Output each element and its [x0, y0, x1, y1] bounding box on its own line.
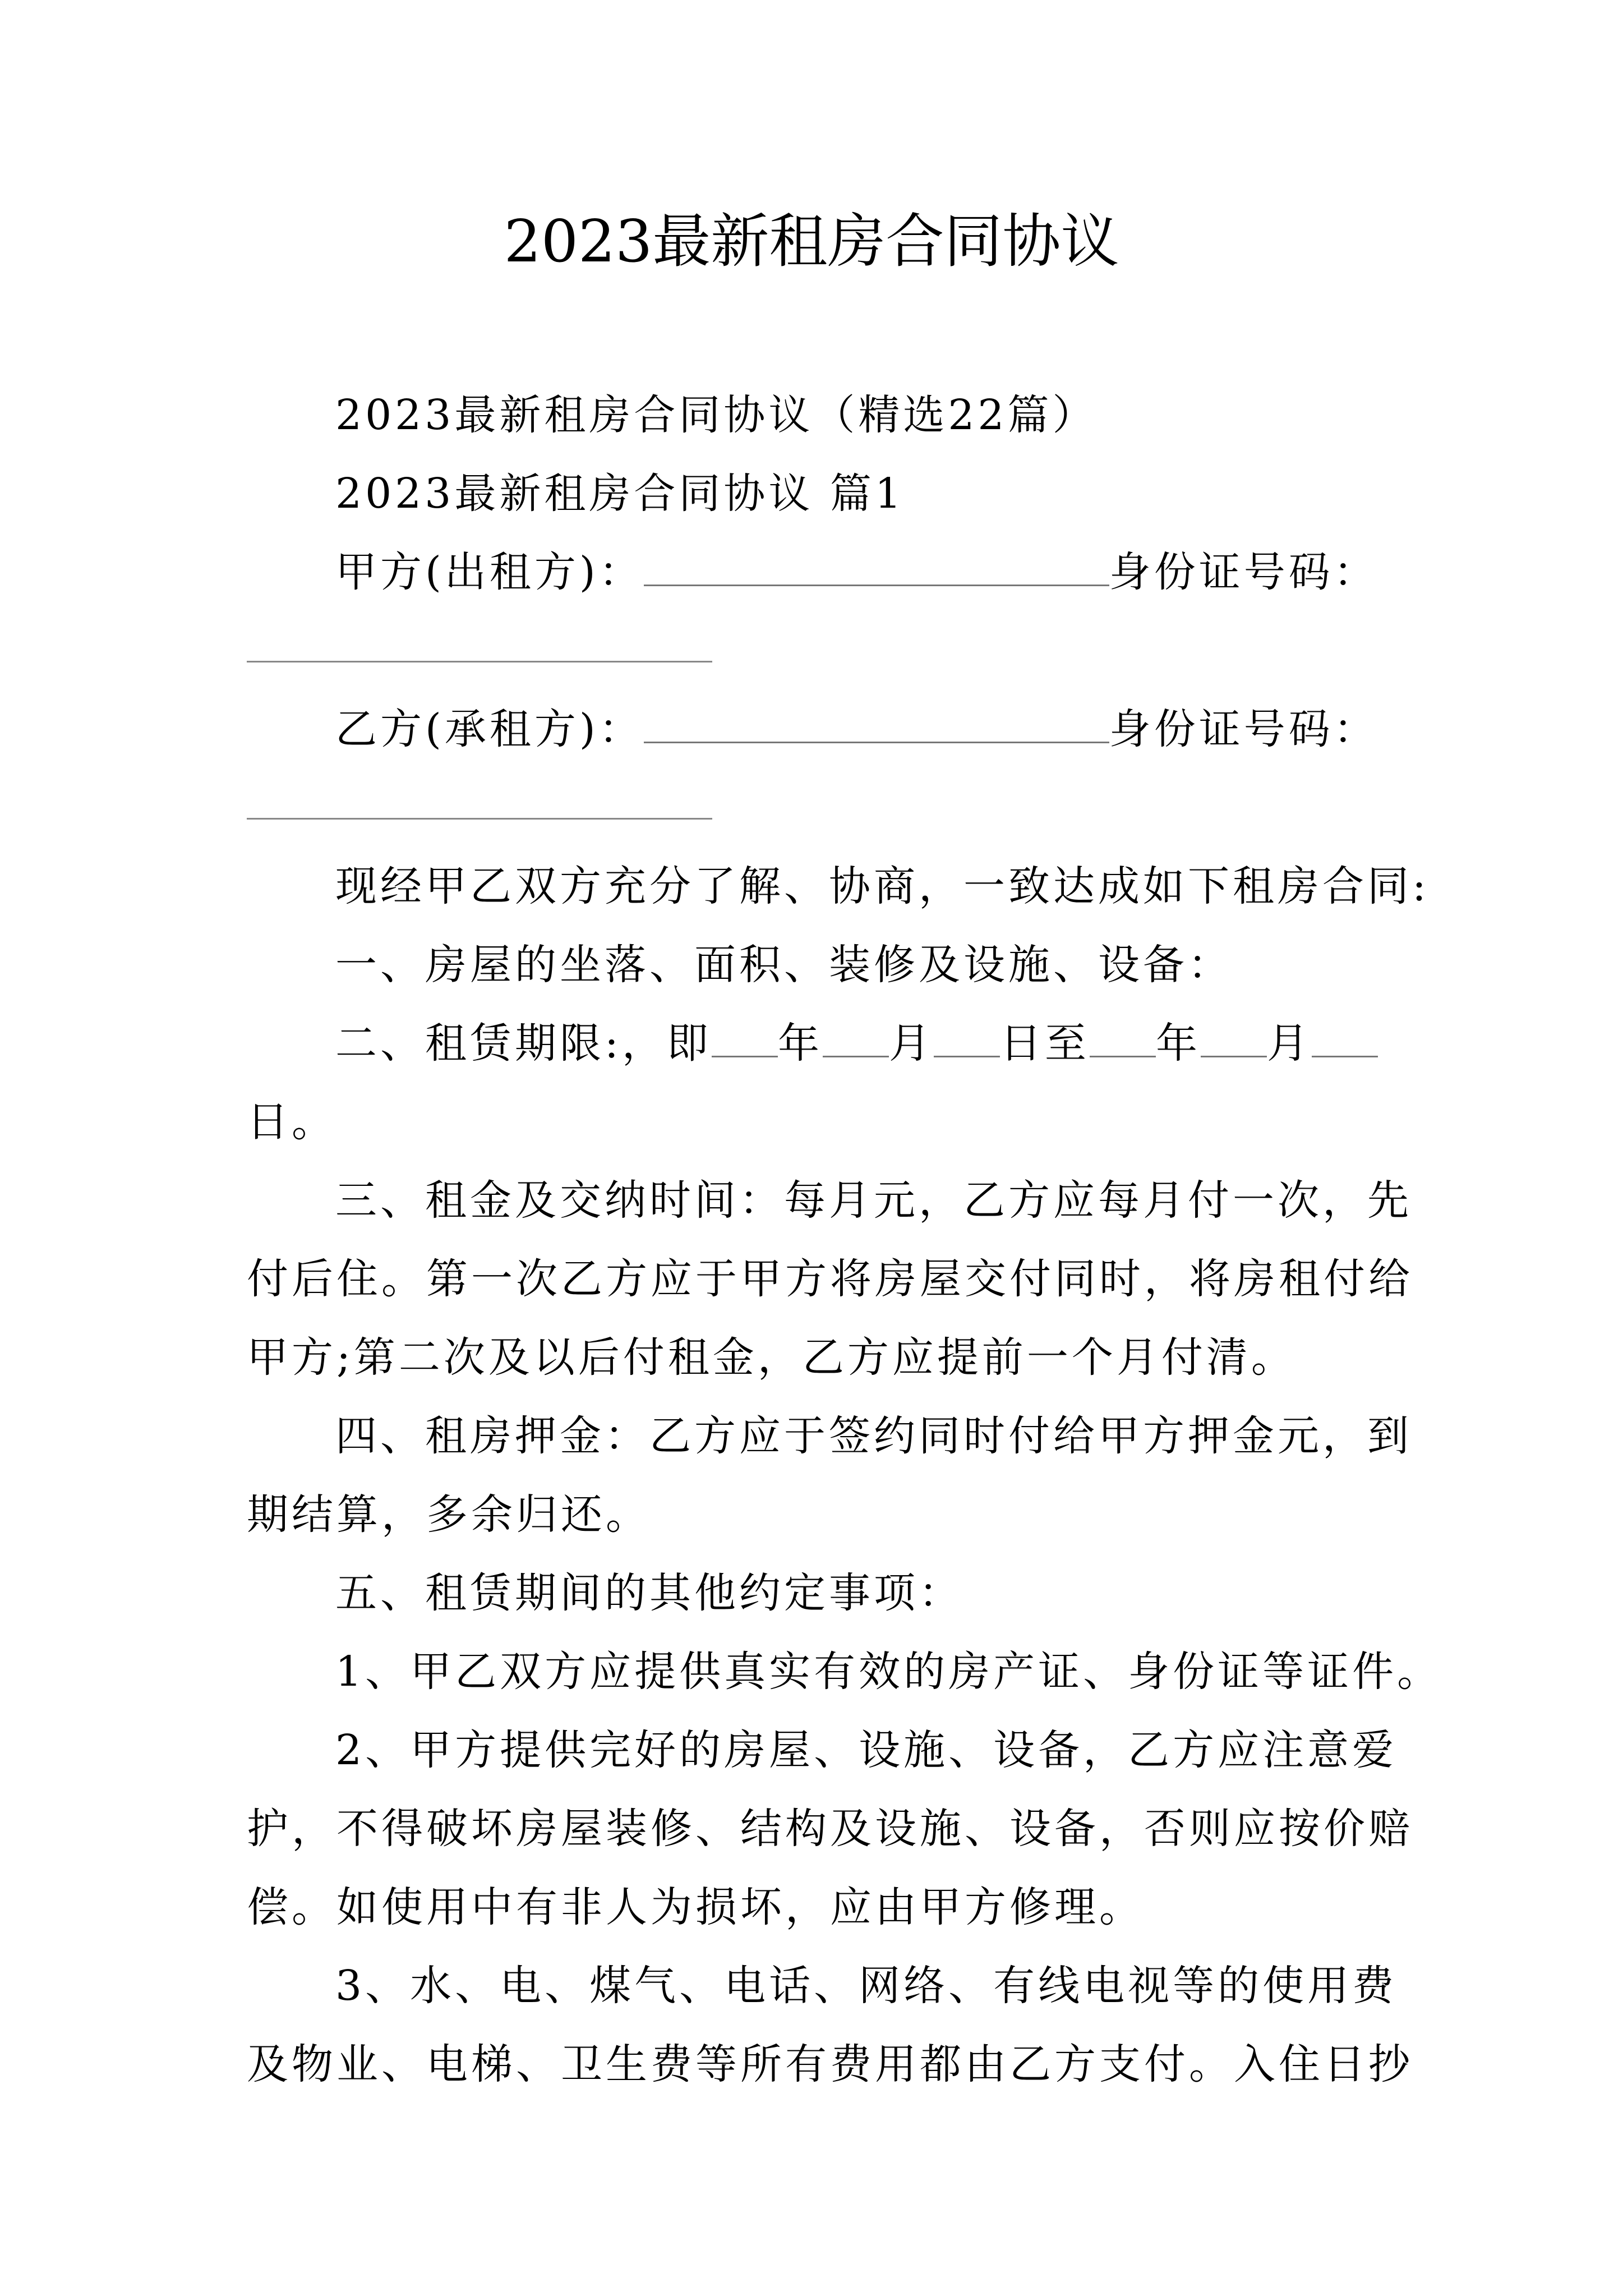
- party-b-label: 乙方(承租方)：: [335, 705, 644, 753]
- start-month-label: 月: [888, 1019, 934, 1068]
- clause-3-line-1: 三、租金及交纳时间：每月元，乙方应每月付一次，先: [335, 1176, 1412, 1225]
- intro-paragraph: 现经甲乙双方充分了解、协商，一致达成如下租房合同:: [335, 862, 1430, 910]
- page-title: 2023最新租房合同协议: [504, 207, 1119, 275]
- end-month-label: 月: [1266, 1019, 1312, 1068]
- clause-4-line-1: 四、租房押金：乙方应于签约同时付给甲方押金元，到: [335, 1412, 1412, 1460]
- item-1: 1、甲乙双方应提供真实有效的房产证、身份证等证件。: [335, 1648, 1442, 1696]
- day-to-label: 日至: [999, 1019, 1090, 1068]
- party-b-id-label: 身份证号码：: [1109, 705, 1378, 753]
- party-b-id-blank: [247, 818, 712, 820]
- start-month-blank: [823, 1015, 889, 1057]
- end-month-blank: [1201, 1015, 1267, 1057]
- party-a-id-blank: [247, 661, 712, 662]
- party-b-line: [335, 701, 1378, 757]
- clause-3-line-2: 付后住。第一次乙方应于甲方将房屋交付同时，将房租付给: [247, 1255, 1413, 1303]
- document-subtitle: 2023最新租房合同协议（精选22篇）: [335, 391, 1098, 439]
- clause-2-end: 日。: [247, 1098, 336, 1146]
- start-year-label: 年: [777, 1019, 823, 1068]
- party-a-name-blank: [644, 544, 1109, 586]
- clause-2: [335, 1015, 1378, 1071]
- item-2-line-2: 护，不得破坏房屋装修、结构及设施、设备，否则应按价赔: [247, 1805, 1413, 1853]
- clause-1: 一、房屋的坐落、面积、装修及设施、设备：: [335, 941, 1233, 989]
- item-2-line-1: 2、甲方提供完好的房屋、设施、设备，乙方应注意爱: [335, 1726, 1398, 1774]
- party-a-line: [335, 544, 1378, 600]
- party-a-label: 甲方(出租方)：: [335, 548, 644, 596]
- item-3-line-2: 及物业、电梯、卫生费等所有费用都由乙方支付。入住日抄: [247, 2040, 1413, 2088]
- start-day-blank: [934, 1015, 1000, 1057]
- clause-2-prefix: 二、租赁期限:，即: [335, 1019, 712, 1068]
- end-day-blank: [1312, 1015, 1378, 1057]
- section-heading: 2023最新租房合同协议 篇1: [335, 470, 905, 518]
- clause-3-line-3: 甲方;第二次及以后付租金，乙方应提前一个月付清。: [247, 1333, 1296, 1382]
- end-year-label: 年: [1155, 1019, 1201, 1068]
- start-year-blank: [712, 1015, 778, 1057]
- party-b-name-blank: [644, 701, 1109, 743]
- item-2-line-3: 偿。如使用中有非人为损坏，应由甲方修理。: [247, 1883, 1144, 1931]
- clause-5: 五、租赁期间的其他约定事项：: [335, 1569, 963, 1617]
- item-3-line-1: 3、水、电、煤气、电话、网络、有线电视等的使用费: [335, 1962, 1398, 2010]
- clause-4-line-2: 期结算，多余归还。: [247, 1490, 651, 1539]
- end-year-blank: [1090, 1015, 1156, 1057]
- party-a-id-label: 身份证号码：: [1109, 548, 1378, 596]
